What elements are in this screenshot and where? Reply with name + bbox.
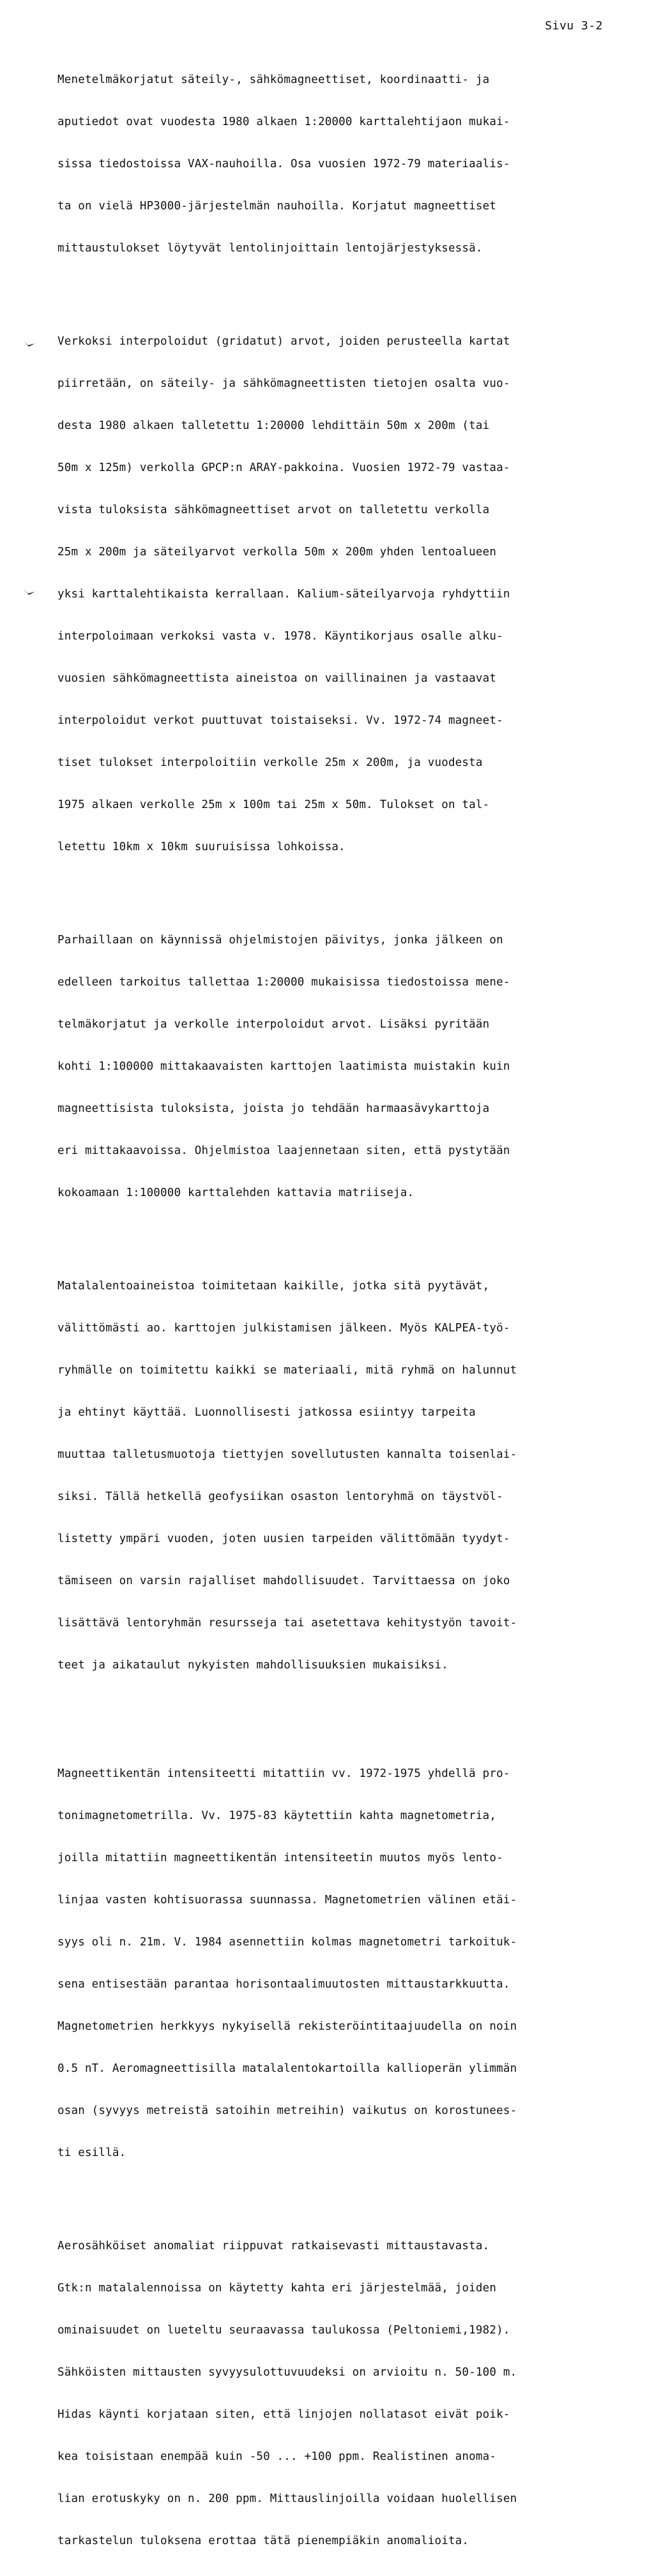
text-line: 1975 alkaen verkolle 25m x 100m tai 25m x 50m. Tulokset on tal-: [57, 798, 490, 811]
text-line: 50m x 125m) verkolla GPCP:n ARAY-pakkoina. Vuosien 1972-79 vastaa-: [57, 461, 510, 474]
text-line: sena entisestään parantaa horisontaalimuutosten mittaustarkkuutta.: [57, 1978, 510, 1991]
text-line: ti esillä.: [57, 2146, 126, 2159]
text-line: Hidas käynti korjataan siten, että linjojen nollatasot eivät poik-: [57, 2408, 510, 2421]
text-line: kohti 1:100000 mittakaavaisten karttojen laatimista muistakin kuin: [57, 1060, 510, 1073]
text-line: 0.5 nT. Aeromagneettisilla matalalentokartoilla kallioperän ylimmän: [57, 2062, 517, 2075]
text-line: Magneettikentän intensiteetti mitattiin vv. 1972-1975 yhdellä pro-: [57, 1767, 510, 1780]
text-line: teet ja aikataulut nykyisten mahdollisuuksien mukaisiksi.: [57, 1659, 448, 1672]
text-line: interpoloimaan verkoksi vasta v. 1978. Käyntikorjaus osalle alku-: [57, 630, 503, 643]
text-line: osan (syvyys metreistä satoihin metreihin) vaikutus on korostunees-: [57, 2104, 517, 2117]
text-line: tiset tulokset interpoloitiin verkolle 25m x 200m, ja vuodesta: [57, 756, 483, 769]
document-body: [57, 45, 605, 2576]
text-line: Gtk:n matalalennoissa on käytetty kahta eri järjestelmää, joiden: [57, 2282, 497, 2295]
text-line: tarkastelun tuloksena erottaa tätä pienempiäkin anomalioita.: [57, 2535, 469, 2547]
text-line: eri mittakaavoissa. Ohjelmistoa laajennetaan siten, että pystytään: [57, 1144, 510, 1157]
margin-check-mark: [23, 588, 36, 595]
text-line: ta on vielä HP3000-järjestelmän nauhoilla. Korjatut magneettiset: [57, 200, 497, 213]
text-line: Verkoksi interpoloidut (gridatut) arvot, joiden perusteella kartat: [57, 335, 510, 348]
text-line: Sähköisten mittausten syvyysulottuvuudeksi on arvioitu n. 50-100 m.: [57, 2366, 517, 2379]
text-line: Parhaillaan on käynnissä ohjelmistojen päivitys, jonka jälkeen on: [57, 934, 503, 947]
text-line: edelleen tarkoitus tallettaa 1:20000 mukaisissa tiedostoissa mene-: [57, 976, 510, 989]
paragraph: [57, 45, 605, 283]
text-line: sissa tiedostoissa VAX-nauhoilla. Osa vuosien 1972-79 materiaalis-: [57, 158, 510, 170]
text-line: lian erotuskyky on n. 200 ppm. Mittauslinjoilla voidaan huolellisen: [57, 2492, 517, 2505]
text-line: siksi. Tällä hetkellä geofysiikan osaston lentoryhmä on täystvöl-: [57, 1490, 503, 1503]
text-line: Menetelmäkorjatut säteily-, sähkömagneettiset, koordinaatti- ja: [57, 73, 490, 86]
text-line: letettu 10km x 10km suuruisissa lohkoissa.: [57, 841, 346, 853]
text-line: piirretään, on säteily- ja sähkömagneettisten tietojen osalta vuo-: [57, 377, 510, 390]
text-line: listetty ympäri vuoden, joten uusien tarpeiden välittömään tyydyt-: [57, 1532, 510, 1545]
text-line: muuttaa talletusmuotoja tiettyjen sovellutusten kannalta toisenlai-: [57, 1448, 517, 1461]
paragraph: [57, 905, 605, 1228]
text-line: telmäkorjatut ja verkolle interpoloidut arvot. Lisäksi pyritään: [57, 1018, 490, 1031]
text-line: Magnetometrien herkkyys nykyisellä rekisteröintitaajuudella on noin: [57, 2020, 517, 2033]
text-line: lisättävä lentoryhmän resursseja tai asetettava kehitystyön tavoit-: [57, 1617, 517, 1629]
text-line: kea toisistaan enempää kuin -50 ... +100 ppm. Realistinen anoma-: [57, 2450, 497, 2463]
text-line: desta 1980 alkaen talletettu 1:20000 lehdittäin 50m x 200m (tai: [57, 419, 490, 432]
text-line: tämiseen on varsin rajalliset mahdollisuudet. Tarvittaessa on joko: [57, 1575, 510, 1587]
text-line: tonimagnetometrilla. Vv. 1975-83 käytettiin kahta magnetometria,: [57, 1809, 497, 1822]
text-line: ryhmälle on toimitettu kaikki se materiaali, mitä ryhmä on halunnut: [57, 1364, 517, 1377]
paragraph: [57, 1251, 605, 1700]
text-line: Aerosähköiset anomaliat riippuvat ratkaisevasti mittaustavasta.: [57, 2240, 490, 2252]
text-line: aputiedot ovat vuodesta 1980 alkaen 1:20000 karttalehtijaon mukai-: [57, 116, 510, 128]
paragraph: [57, 306, 605, 882]
paragraph: [57, 1739, 605, 2188]
text-line: vista tuloksista sähkömagneettiset arvot on talletettu verkolla: [57, 504, 490, 516]
text-line: ja ehtinyt käyttää. Luonnollisesti jatkossa esiintyy tarpeita: [57, 1406, 476, 1419]
text-line: kokoamaan 1:100000 karttalehden kattavia matriiseja.: [57, 1187, 414, 1199]
margin-check-mark: [23, 340, 36, 347]
text-line: ominaisuudet on lueteltu seuraavassa taulukossa (Peltoniemi,1982).: [57, 2324, 510, 2337]
text-line: mittaustulokset löytyvät lentolinjoittain lentojärjestyksessä.: [57, 242, 483, 255]
text-line: vuosien sähkömagneettista aineistoa on vaillinainen ja vastaavat: [57, 672, 497, 685]
page-number: Sivu 3-2: [545, 19, 603, 33]
text-line: syys oli n. 21m. V. 1984 asennettiin kolmas magnetometri tarkoituk-: [57, 1936, 517, 1949]
text-line: magneettisista tuloksista, joista jo tehdään harmaasävykarttoja: [57, 1102, 490, 1115]
text-line: 25m x 200m ja säteilyarvot verkolla 50m x 200m yhden lentoalueen: [57, 546, 497, 558]
text-line: interpoloidut verkot puuttuvat toistaiseksi. Vv. 1972-74 magneet-: [57, 714, 503, 727]
text-line: välittömästi ao. karttojen julkistamisen jälkeen. Myös KALPEA-työ-: [57, 1322, 510, 1335]
text-line: joilla mitattiin magneettikentän intensiteetin muutos myös lento-: [57, 1852, 503, 1864]
text-line: yksi karttalehtikaista kerrallaan. Kalium-säteilyarvoja ryhdyttiin: [57, 588, 510, 601]
paragraph: [57, 2211, 605, 2576]
text-line: linjaa vasten kohtisuorassa suunnassa. Magnetometrien välinen etäi-: [57, 1894, 517, 1906]
text-line: Matalalentoaineistoa toimitetaan kaikille, jotka sitä pyytävät,: [57, 1280, 490, 1292]
